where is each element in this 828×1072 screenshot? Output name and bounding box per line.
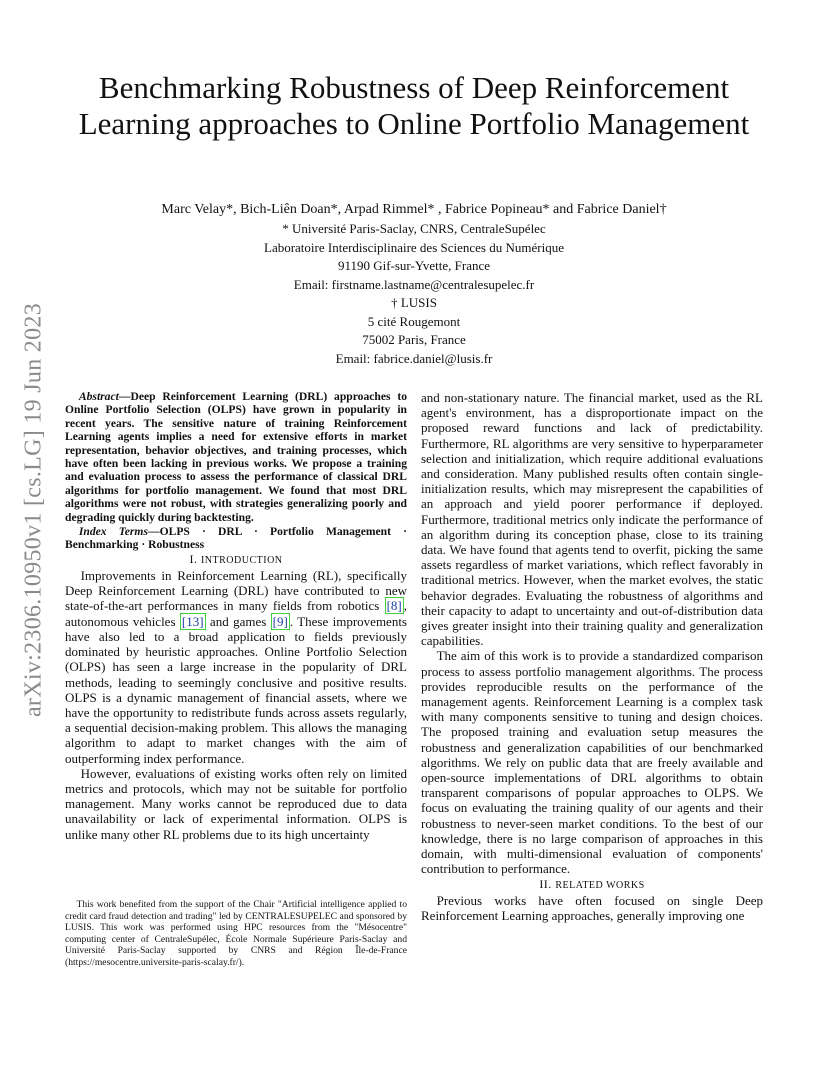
arxiv-identifier: arXiv:2306.10950v1 [cs.LG] 19 Jun 2023 — [20, 302, 47, 718]
right-paragraph-2: The aim of this work is to provide a standardized comparison process to assess portfolio management algorithms. The process provides reproducible results on the performance of the management agents. Reinforcement Learning is a complex task with many components sensitive to tuning and design choices. The proposed training and evaluation setup measures the robustness and generalization capabilities of our benchmarked algorithms. We rely on public data that are freely available and open-source implementations of DRL algorithms to obtain transparent comparisons of popular approaches to OLPS. We focus on evaluating the training quality of our agents and their robustness to never-seen market conditions. To the best of our knowledge, there is no large comparison of approaches in this domain, with multi-dimensional evaluation of components' contribution to performance. — [421, 648, 763, 877]
paper-title: Benchmarking Robustness of Deep Reinforcement Learning approaches to Online Portfolio Management — [78, 70, 750, 141]
section-heading-introduction: I. INTRODUCTION — [189, 551, 283, 566]
index-terms — [65, 525, 407, 552]
footnote-text: This work benefited from the support of the Chair "Artificial intelligence applied to credit card fraud detection and trading" led by CENTRALESUPELEC and sponsored by LUSIS. This work was performed using HPC resources from the "Mésocentre" computing center of CentraleSupélec, École Normale Supérieure Paris-Saclay and Université Paris-Saclay supported by CNRS and Région Île-de-France (https://mesocentre.universite-paris-scalay.fr/). — [65, 899, 407, 968]
affiliation-line: 75002 Paris, France — [362, 332, 466, 347]
abstract-label: Abstract — [78, 390, 119, 403]
intro-paragraph-2: However, evaluations of existing works often rely on limited metrics and protocols, which may not be suitable for portfolio management. Many works cannot be reproduced due to data unavailability or lack of experimental information. OLPS is unlike many other RL problems due to its high uncertainty — [65, 765, 407, 842]
author-block — [60, 200, 768, 368]
citation-link[interactable]: [13] — [181, 613, 204, 629]
affiliation-line: * Université Paris-Saclay, CNRS, CentraleSupélec — [282, 221, 546, 236]
citation-link[interactable]: [8] — [386, 598, 402, 614]
affiliation-line: 5 cité Rougemont — [367, 313, 461, 329]
abstract — [65, 390, 407, 524]
affiliation-email: Email: firstname.lastname@centralesupelec.fr — [293, 276, 535, 292]
right-column — [421, 390, 763, 923]
index-terms-text: —OLPS · DRL · Portfolio Management · Benchmarking · Robustness — [65, 525, 407, 552]
affiliation-line: 91190 Gif-sur-Yvette, France — [337, 258, 491, 273]
affiliation-line: † LUSIS — [391, 295, 437, 310]
section-heading-related-works: II. RELATED WORKS — [539, 876, 645, 891]
abstract-text: —Deep Reinforcement Learning (DRL) approaches to Online Portfolio Selection (OLPS) have grown in popularity in recent years. The sensitive nature of training Reinforcement Learning agents implies a need for extensive efforts in market representation, behavior objectives, and training processes, which have often been lacking in previous works. We propose a training and evaluation process to assess the performance of classical DRL algorithms for portfolio management. We found that most DRL algorithms were not robust, with strategies generalizing poorly and degrading quickly during backtesting. — [65, 390, 407, 524]
footnote — [65, 899, 407, 969]
affiliation-email: Email: fabrice.daniel@lusis.fr — [335, 350, 493, 366]
affiliation-line: Laboratoire Interdisciplinaire des Sciences du Numérique — [264, 239, 564, 255]
right-paragraph-1: and non-stationary nature. The financial market, used as the RL agent's environment, has a disproportionate impact on the proposed reward functions and lack of predictability. Furthermore, RL algorithms are very sensitive to hyperparameter selection and initialization, which require additional evaluations and consideration. Many published results often contain single-initialization results, which may misrepresent the capabilities of an approach and yield poorer performance if deployed. Furthermore, traditional metrics only indicate the performance of an algorithm during its conception phase, close to its training data. We have found that agents tend to overfit, picking the same assets regardless of market variations, which reflect favorably in traditional metrics. However, when the market evolves, the static behavior degrades. Evaluating the robustness of algorithms and their capacity to adapt to uncertainty and out-of-distribution data gives greater insight into their training quality and generalization capabilities. — [421, 390, 763, 649]
index-terms-label: Index Terms — [78, 525, 148, 539]
author-list: Marc Velay*, Bich-Liên Doan*, Arpad Rimmel* , Fabrice Popineau* and Fabrice Daniel† — [161, 202, 667, 217]
intro-paragraph-1: Improvements in Reinforcement Learning (RL), specifically Deep Reinforcement Learning (DRL) have contributed to new state-of-the-art performances in many fields from robotics [8] , autonomous vehicles [13] and games [9] . These improvements have also led to a broad application to fields previously dominated by heuristic approaches. Online Portfolio Selection (OLPS) has seen a large increase in the popularity of DRL methods, leading to seemingly conclusive and positive results. OLPS is a dynamic management of financial assets, where we have the opportunity to redistribute funds across assets regularly, a sequential decision-making problem. This allows the managing algorithm to adapt to market changes with the aim of outperforming index performance. — [65, 568, 407, 766]
related-works-paragraph: Previous works have often focused on single Deep Reinforcement Learning approaches, generally improving one — [421, 892, 763, 923]
citation-link[interactable]: [9] — [272, 613, 288, 629]
left-column — [65, 390, 407, 842]
